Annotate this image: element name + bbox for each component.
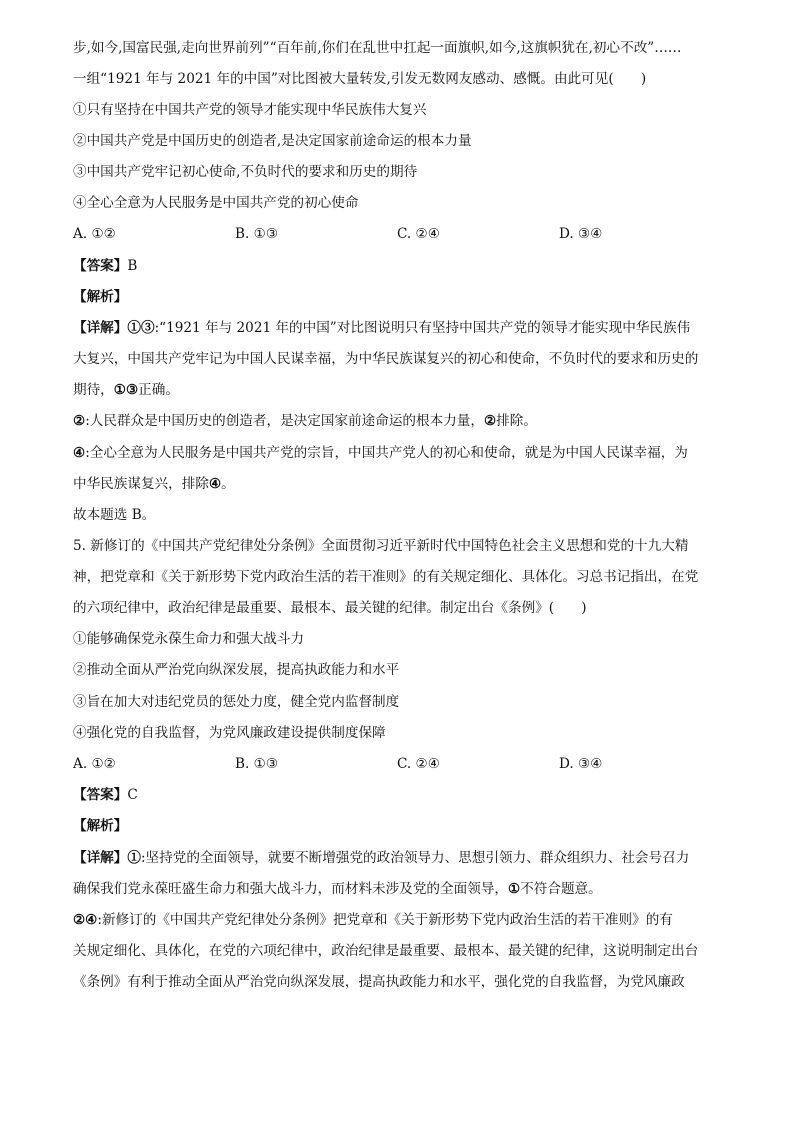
q4-stem-line-1: 步,如今,国富民强,走向世界前列”“百年前,你们在乱世中扛起一面旗帜,如今,这旗帜犹在,初心不改”…… xyxy=(73,40,682,56)
q5-detail-text-1: :坚持党的全面领导，就要不断增强党的政治领导力、思想引领力、群众组织力、社会号召力 xyxy=(140,850,690,866)
q4-point-4-line-1 xyxy=(73,443,733,463)
q4-point-2 xyxy=(73,411,733,431)
q5-item-3: ③旨在加大对违纪党员的惩处力度，健全党内监督制度 xyxy=(73,694,400,710)
q5-option-d: D. ③④ xyxy=(559,756,603,772)
q4-detail-marker-3: ①③ xyxy=(113,382,139,398)
q5-detail-line-2 xyxy=(73,879,733,899)
q5-point-24-text-1: :新修订的《中国共产党纪律处分条例》把党章和《关于新形势下党内政治生活的若干准则》的有 xyxy=(97,912,673,928)
q5-detail-marker-2: ① xyxy=(508,881,521,897)
q4-answer xyxy=(73,256,733,276)
q4-point-4-text: :全心全意为人民服务是中国共产党的宗旨，中国共产党人的初心和使命，就是为中国人民谋幸福，为 xyxy=(85,445,688,461)
q5-answer xyxy=(73,785,733,805)
q4-detail-marker: ①③ xyxy=(127,320,155,336)
q5-point-24-line-1 xyxy=(73,910,733,930)
q5-point-24-marker: ②④ xyxy=(73,912,98,928)
q5-stem-line-2: 神，把党章和《关于新形势下党内政治生活的若干准则》的有关规定细化、具体化。习总书记指出，在党 xyxy=(73,569,699,585)
q4-point-2-end: 排除。 xyxy=(496,413,537,429)
q5-detail-marker: ① xyxy=(127,850,141,866)
q4-item-1: ①只有坚持在中国共产党的领导才能实现中华民族伟大复兴 xyxy=(73,102,427,118)
q5-analysis-tag: 【解析】 xyxy=(73,818,128,834)
q5-stem-line-1: 5. 新修订的《中国共产党纪律处分条例》全面贯彻习近平新时代中国特色社会主义思想和党的十九大精 xyxy=(73,538,689,554)
q5-options xyxy=(73,754,733,774)
q4-option-b: B. ①③ xyxy=(235,226,279,242)
q4-point-4-line-2 xyxy=(73,474,733,494)
q4-answer-tag: 【答案】 xyxy=(73,258,128,274)
q5-answer-value: C xyxy=(127,787,138,803)
q4-item-3: ③中国共产党牢记初心使命,不负时代的要求和历史的期待 xyxy=(73,164,418,180)
q4-detail-text-3a: 期待， xyxy=(73,382,114,398)
q5-option-c: C. ②④ xyxy=(397,756,440,772)
q5-option-a: A. ①② xyxy=(73,756,116,772)
q4-point-2-marker: ② xyxy=(73,413,86,429)
q4-point-4-text-2: 中华民族谋复兴，排除 xyxy=(73,476,209,492)
q4-options xyxy=(73,224,733,244)
q5-item-1: ①能够确保党永葆生命力和强大战斗力 xyxy=(73,631,305,647)
q4-detail-line-1 xyxy=(73,318,733,338)
q5-item-2: ②推动全面从严治党向纵深发展，提高执政能力和水平 xyxy=(73,662,400,678)
q5-option-b: B. ①③ xyxy=(235,756,279,772)
q4-stem-line-2: 一组“1921 年与 2021 年的中国”对比图被大量转发,引发无数网友感动、感慨。由此可见( ) xyxy=(73,71,647,87)
q4-detail-text-1: :“1921 年与 2021 年的中国”对比图说明只有坚持中国共产党的领导才能实现中华民族伟 xyxy=(154,320,691,336)
q5-detail-tag: 【详解】 xyxy=(73,850,128,866)
q5-detail-line-1 xyxy=(73,848,733,868)
q4-answer-value: B xyxy=(127,258,138,274)
q4-option-d: D. ③④ xyxy=(559,226,603,242)
q4-point-2-marker-b: ② xyxy=(483,413,497,429)
q4-detail-text-3b: 正确。 xyxy=(138,382,179,398)
q4-detail-line-3 xyxy=(73,380,733,400)
q4-option-a: A. ①② xyxy=(73,226,116,242)
q4-point-4-end: 。 xyxy=(221,476,235,492)
q4-analysis-tag: 【解析】 xyxy=(73,289,128,305)
q4-point-4-marker: ④ xyxy=(73,445,86,461)
q4-item-2: ②中国共产党是中国历史的创造者,是决定国家前途命运的根本力量 xyxy=(73,133,472,149)
q4-option-c: C. ②④ xyxy=(397,226,440,242)
q4-item-4: ④全心全意为人民服务是中国共产党的初心使命 xyxy=(73,195,359,211)
q5-detail-text-2: 确保我们党永葆旺盛生命力和强大战斗力，而材料未涉及党的全面领导， xyxy=(73,881,508,897)
q4-detail-tag: 【详解】 xyxy=(73,320,128,336)
q4-conclusion: 故本题选 B。 xyxy=(73,507,156,523)
q4-detail-line-2: 大复兴，中国共产党牢记为中国人民谋幸福，为中华民族谋复兴的初心和使命，不负时代的要求和历史的 xyxy=(73,351,699,367)
q5-detail-end-2: 不符合题意。 xyxy=(520,881,602,897)
q5-point-24-line-3: 《条例》有利于推动全面从严治党向纵深发展，提高执政能力和水平，强化党的自我监督，为党风廉政 xyxy=(73,974,685,990)
q5-item-4: ④强化党的自我监督，为党风廉政建设提供制度保障 xyxy=(73,725,386,741)
q5-answer-tag: 【答案】 xyxy=(73,787,128,803)
q5-stem-line-3: 的六项纪律中，政治纪律是最重要、最根本、最关键的纪律。制定出台《条例》( ) xyxy=(73,600,587,616)
q5-point-24-line-2: 关规定细化、具体化，在党的六项纪律中，政治纪律是最重要、最根本、最关键的纪律，这说明制定出台 xyxy=(73,943,699,959)
q4-point-4-marker-b: ④ xyxy=(208,476,222,492)
q4-point-2-text: :人民群众是中国历史的创造者，是决定国家前途命运的根本力量， xyxy=(85,413,484,429)
